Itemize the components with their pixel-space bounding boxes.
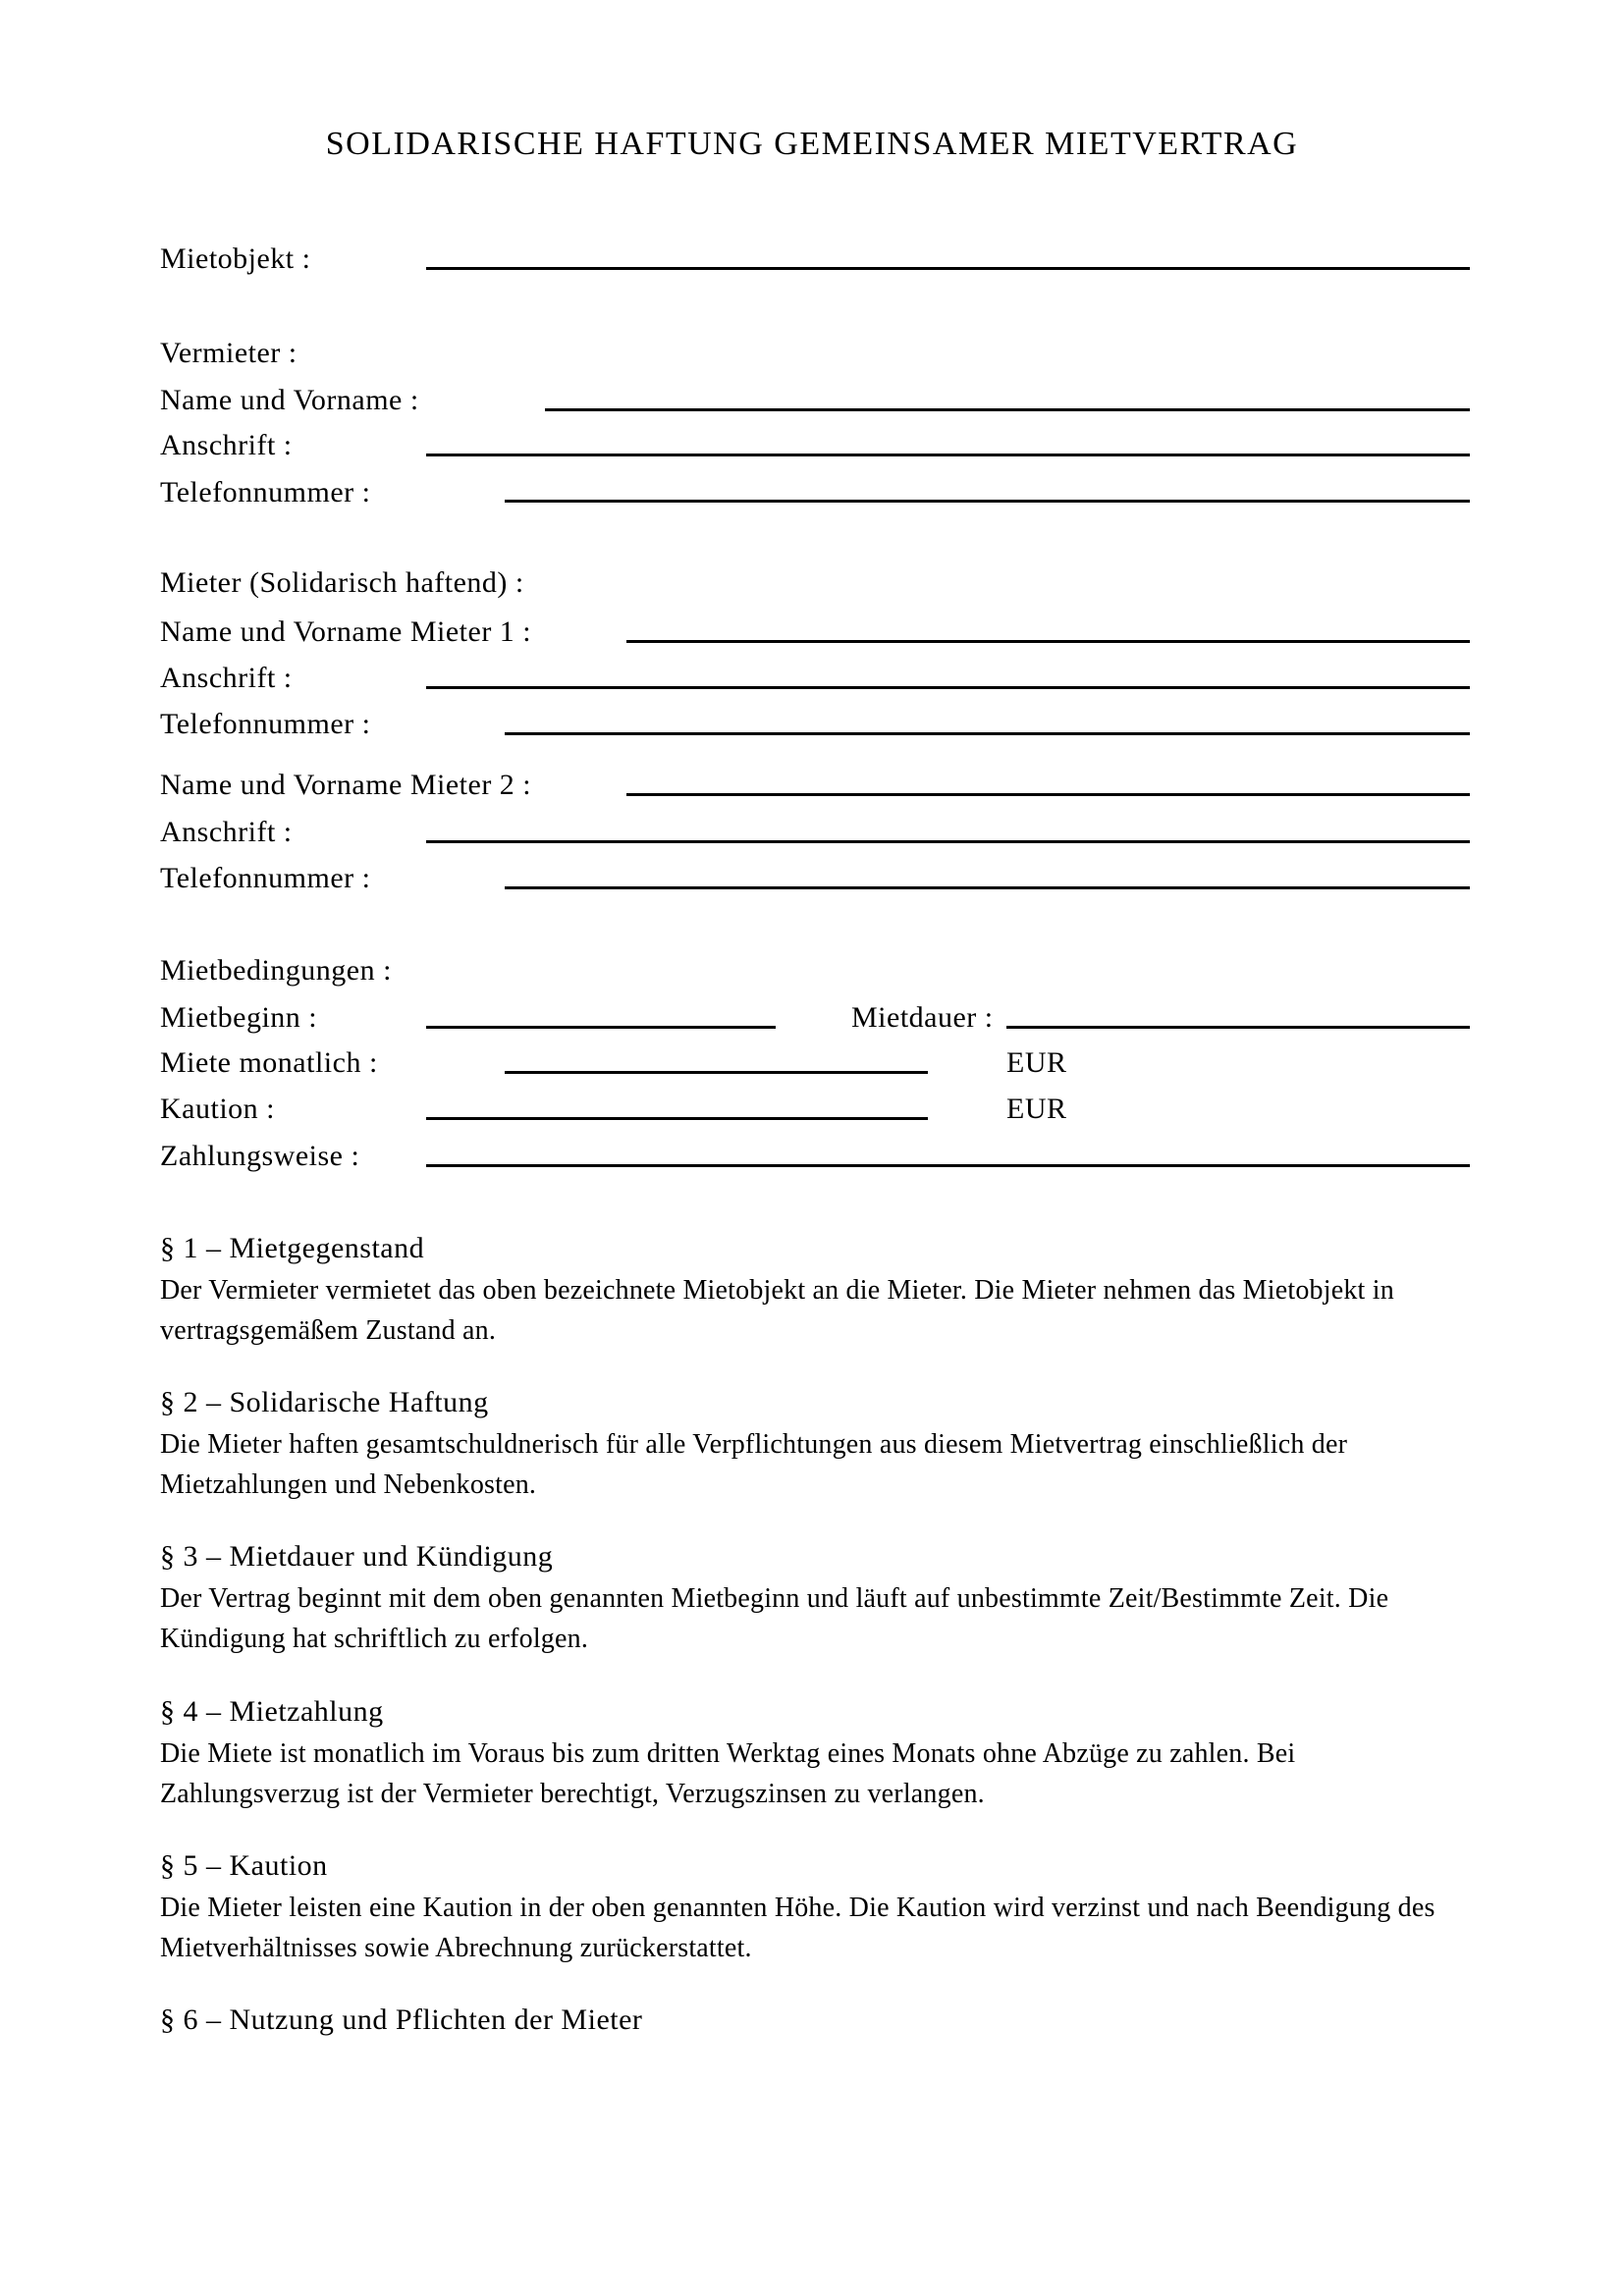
vermieter-heading: Vermieter : [160,337,298,369]
zahlungsweise-input-line[interactable] [426,1164,1470,1167]
mietbeginn-input-line[interactable] [426,1026,776,1029]
section-4-heading: § 4 – Mietzahlung [160,1695,384,1728]
tenant1-address-label: Anschrift : [160,662,293,694]
section-3-body: Der Vertrag beginnt mit dem oben genannten Mietbeginn und läuft auf unbestimmte Zeit/Bestimmte Zeit. Die Kündigung hat schriftlich zu erfolgen. [160,1583,1389,1654]
section-5-body: Die Mieter leisten eine Kaution in der oben genannten Höhe. Die Kaution wird verzinst und nach Beendigung des Mietverhältnisses sowie Abrechnung zurückerstattet. [160,1893,1435,1963]
tenant2-name-label: Name und Vorname Mieter 2 : [160,769,532,801]
vermieter-phone-input-line[interactable] [505,500,1470,503]
section-5-heading: § 5 – Kaution [160,1849,328,1882]
document-title: SOLIDARISCHE HAFTUNG GEMEINSAMER MIETVERTRAG [325,126,1299,162]
kaution-input-line[interactable] [426,1117,928,1120]
section-3-heading: § 3 – Mietdauer und Kündigung [160,1540,554,1573]
vermieter-name-label: Name und Vorname : [160,384,419,416]
currency-eur-label-rent: EUR [1006,1046,1067,1079]
section-6-heading: § 6 – Nutzung und Pflichten der Mieter [160,2003,643,2036]
tenant2-address-input-line[interactable] [426,840,1470,843]
vermieter-name-input-line[interactable] [545,408,1470,411]
section-1-body: Der Vermieter vermietet das oben bezeichnete Mietobjekt an die Mieter. Die Mieter nehmen das Mietobjekt in vertragsgemäßem Zustand an. [160,1275,1394,1346]
mieter-heading: Mieter (Solidarisch haftend) : [160,566,524,599]
mietdauer-label: Mietdauer : [851,1001,994,1034]
tenant1-address-input-line[interactable] [426,686,1470,689]
mietbedingungen-heading: Mietbedingungen : [160,954,392,987]
zahlungsweise-label: Zahlungsweise : [160,1140,360,1172]
section-2-heading: § 2 – Solidarische Haftung [160,1386,489,1418]
tenant2-address-label: Anschrift : [160,816,293,848]
mietobjekt-label: Mietobjekt : [160,242,311,275]
tenant1-phone-input-line[interactable] [505,732,1470,735]
vermieter-address-label: Anschrift : [160,429,293,461]
tenant1-phone-label: Telefonnummer : [160,708,371,740]
mietobjekt-input-line[interactable] [426,267,1470,270]
tenant1-name-label: Name und Vorname Mieter 1 : [160,615,532,648]
section-2-body: Die Mieter haften gesamtschuldnerisch für alle Verpflichtungen aus diesem Mietvertrag einschließlich der Mietzahlungen und Nebenkosten. [160,1429,1348,1500]
section-4-body: Die Miete ist monatlich im Voraus bis zum dritten Werktag eines Monats ohne Abzüge zu zahlen. Bei Zahlungsverzug ist der Vermieter berechtigt, Verzugszinsen zu verlangen. [160,1738,1296,1809]
kaution-label: Kaution : [160,1093,275,1125]
tenant2-phone-label: Telefonnummer : [160,862,371,894]
miete-monatlich-input-line[interactable] [505,1071,928,1074]
currency-eur-label-deposit: EUR [1006,1093,1067,1125]
tenant2-phone-input-line[interactable] [505,886,1470,889]
mietbeginn-label: Mietbeginn : [160,1001,318,1034]
tenant2-name-input-line[interactable] [626,793,1470,796]
tenant1-name-input-line[interactable] [626,640,1470,643]
mietdauer-input-line[interactable] [1006,1026,1470,1029]
section-1-heading: § 1 – Mietgegenstand [160,1232,425,1264]
miete-monatlich-label: Miete monatlich : [160,1046,378,1079]
vermieter-phone-label: Telefonnummer : [160,476,371,508]
vermieter-address-input-line[interactable] [426,454,1470,456]
